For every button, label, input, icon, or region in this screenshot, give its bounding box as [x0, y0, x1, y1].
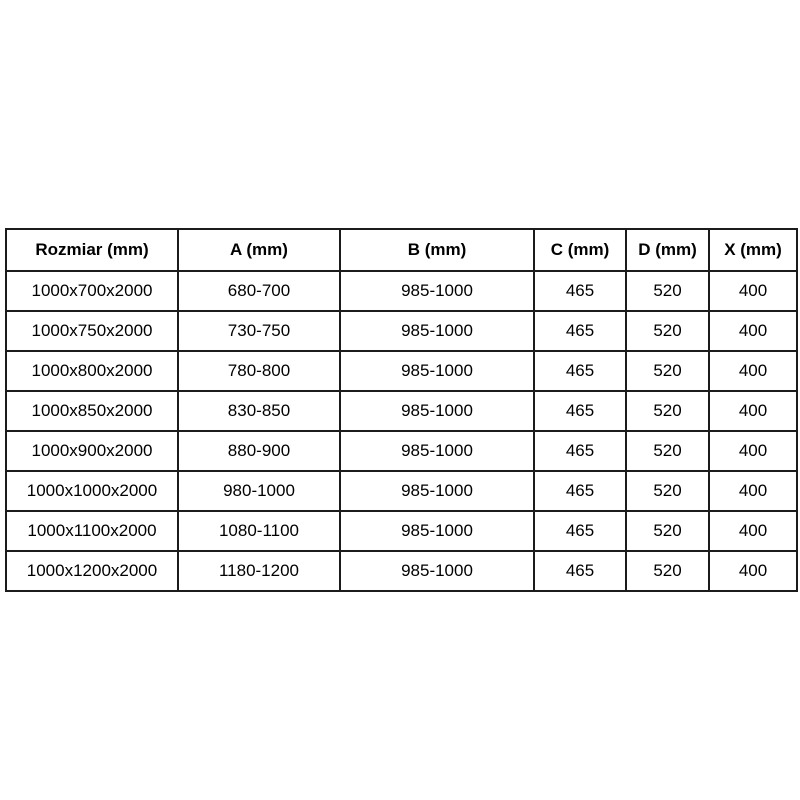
table-cell: 830-850 — [178, 391, 340, 431]
table-cell: 400 — [709, 271, 797, 311]
table-cell: 1000x900x2000 — [6, 431, 178, 471]
table-cell: 520 — [626, 311, 709, 351]
table-row — [6, 311, 797, 351]
table-cell: 520 — [626, 431, 709, 471]
table-cell: 465 — [534, 271, 626, 311]
table-cell: 400 — [709, 311, 797, 351]
table-cell: 400 — [709, 351, 797, 391]
table-row — [6, 351, 797, 391]
table-row — [6, 431, 797, 471]
table-cell: 1000x1000x2000 — [6, 471, 178, 511]
table-cell: 1000x700x2000 — [6, 271, 178, 311]
table-body — [6, 271, 797, 591]
table-cell: 520 — [626, 471, 709, 511]
table-cell: 400 — [709, 511, 797, 551]
table-cell: 1080-1100 — [178, 511, 340, 551]
table-cell: 465 — [534, 391, 626, 431]
table-row — [6, 471, 797, 511]
table-cell: 520 — [626, 511, 709, 551]
table-cell: 465 — [534, 551, 626, 591]
column-header: A (mm) — [178, 229, 340, 271]
table-cell: 520 — [626, 351, 709, 391]
table-cell: 1000x850x2000 — [6, 391, 178, 431]
table-cell: 985-1000 — [340, 551, 534, 591]
column-header: Rozmiar (mm) — [6, 229, 178, 271]
table-cell: 985-1000 — [340, 311, 534, 351]
table-row — [6, 551, 797, 591]
table-cell: 520 — [626, 391, 709, 431]
table-cell: 520 — [626, 271, 709, 311]
table-cell: 400 — [709, 431, 797, 471]
table-cell: 1000x1200x2000 — [6, 551, 178, 591]
column-header: B (mm) — [340, 229, 534, 271]
table-cell: 1000x750x2000 — [6, 311, 178, 351]
table-row — [6, 391, 797, 431]
table-cell: 1000x1100x2000 — [6, 511, 178, 551]
table-cell: 730-750 — [178, 311, 340, 351]
table-cell: 880-900 — [178, 431, 340, 471]
table-cell: 465 — [534, 471, 626, 511]
table-cell: 400 — [709, 391, 797, 431]
table-cell: 980-1000 — [178, 471, 340, 511]
dimensions-table — [5, 228, 798, 592]
table-cell: 465 — [534, 511, 626, 551]
table-cell: 985-1000 — [340, 271, 534, 311]
column-header: C (mm) — [534, 229, 626, 271]
table-cell: 985-1000 — [340, 511, 534, 551]
table-cell: 1180-1200 — [178, 551, 340, 591]
table-header-row — [6, 229, 797, 271]
table-cell: 465 — [534, 311, 626, 351]
table-cell: 985-1000 — [340, 431, 534, 471]
table-cell: 780-800 — [178, 351, 340, 391]
table-row — [6, 271, 797, 311]
table-cell: 680-700 — [178, 271, 340, 311]
table-cell: 985-1000 — [340, 391, 534, 431]
table-cell: 400 — [709, 471, 797, 511]
column-header: D (mm) — [626, 229, 709, 271]
table-row — [6, 511, 797, 551]
table-cell: 1000x800x2000 — [6, 351, 178, 391]
table-cell: 465 — [534, 351, 626, 391]
table-cell: 520 — [626, 551, 709, 591]
table-cell: 985-1000 — [340, 351, 534, 391]
table-cell: 985-1000 — [340, 471, 534, 511]
table-cell: 400 — [709, 551, 797, 591]
table-cell: 465 — [534, 431, 626, 471]
column-header: X (mm) — [709, 229, 797, 271]
